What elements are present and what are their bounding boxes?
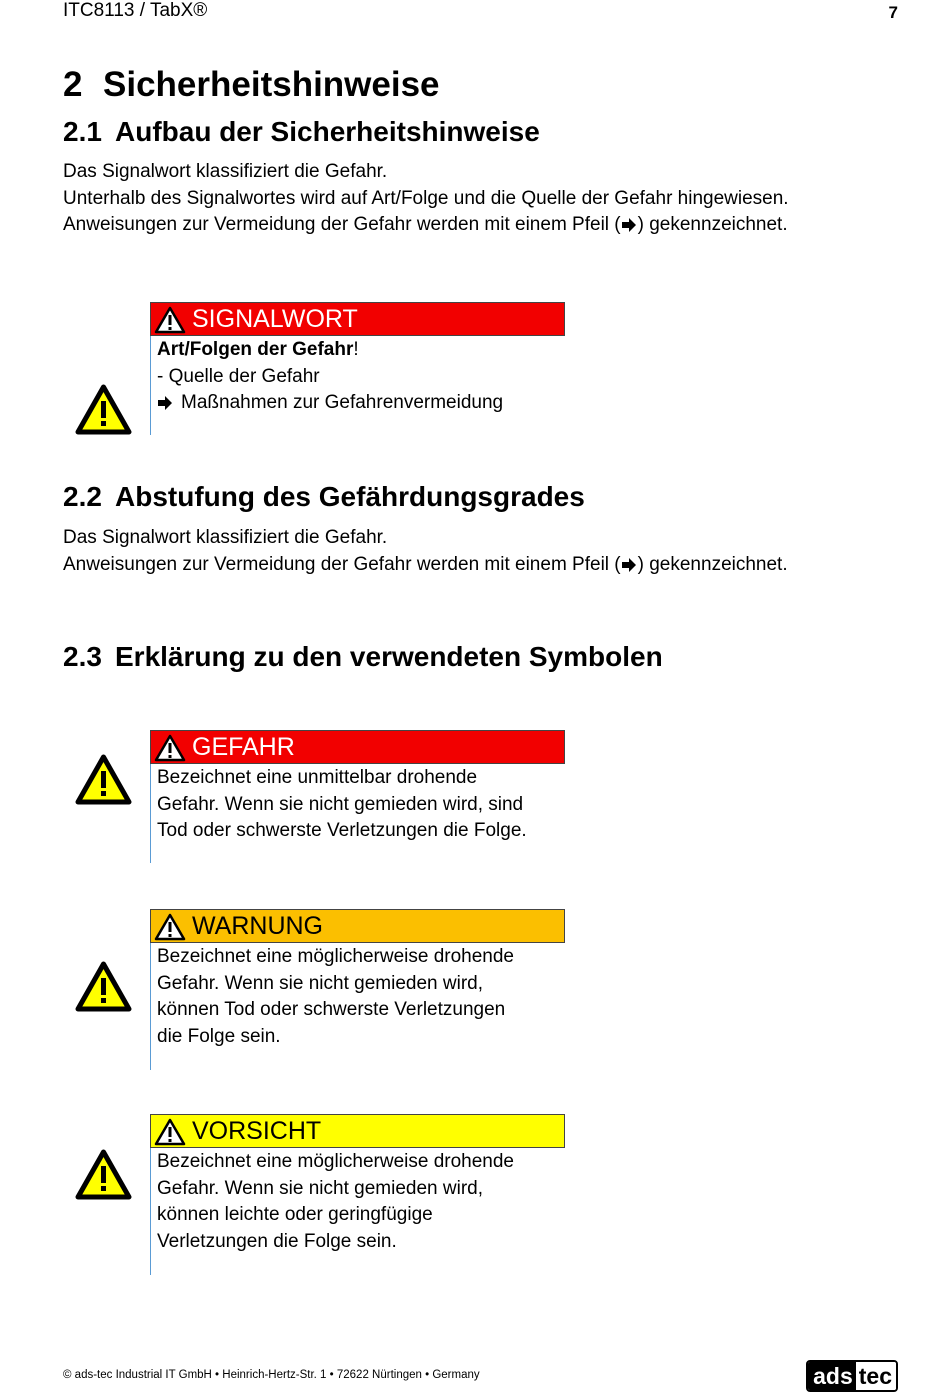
caution-notice [150,1114,565,1275]
signal-word-bar [150,1114,565,1148]
section-number: 2.3 [63,641,102,672]
notice-body [150,336,565,435]
section-number: 2.2 [63,481,102,512]
section-title: Erklärung zu den verwendeten Symbolen [115,641,663,672]
signal-word-bar [150,730,565,764]
notice-line: Gefahr. Wenn sie nicht gemieden wird, sind [157,793,524,815]
signal-word: SIGNALWORT [192,304,358,333]
warning-triangle-icon [154,1118,186,1146]
paragraph-line: Das Signalwort klassifiziert die Gefahr. [63,161,388,182]
notice-line: Bezeichnet eine möglicherweise drohende [157,1151,515,1172]
section-2-2-text [63,525,788,578]
notice-line: Bezeichnet eine unmittelbar drohende [157,767,478,788]
warning-triangle-icon [75,961,132,1013]
arrow-right-icon [622,558,637,572]
notice-body [150,943,565,1070]
warning-notice [150,909,565,1070]
notice-line: Gefahr. Wenn sie nicht gemieden wird, [157,972,483,994]
notice-line: können Tod oder schwerste Verletzungen [157,999,506,1020]
section-number: 2.1 [63,116,102,147]
notice-line: können leichte oder geringfügige [157,1204,433,1225]
paragraph-line: Anweisungen zur Vermeidung der Gefahr werden mit einem Pfeil ( ) gekennzeichnet. [63,214,788,235]
arrow-right-icon [622,218,637,232]
notice-body [150,764,565,863]
signal-word-bar [150,302,565,336]
paragraph-line: Unterhalb des Signalwortes wird auf Art/Folge und die Quelle der Gefahr hingewiesen. [63,187,789,209]
footer-address: © ads-tec Industrial IT GmbH • Heinrich-Hertz-Str. 1 • 72622 Nürtingen • Germany [63,1369,480,1381]
danger-notice [150,730,565,863]
safety-notice-example [150,302,565,435]
notice-line: Tod oder schwerste Verletzungen die Folge. [157,820,527,841]
logo-part-ads: ads [808,1362,856,1390]
notice-line: Verletzungen die Folge sein. [157,1230,397,1252]
notice-line: Bezeichnet eine möglicherweise drohende [157,946,515,967]
signal-word: WARNUNG [192,911,324,940]
warning-triangle-icon [154,306,186,334]
logo-part-tec: tec [856,1362,896,1390]
signal-word-bar [150,909,565,943]
warning-triangle-icon [154,734,186,762]
paragraph-line: Das Signalwort klassifiziert die Gefahr. [63,527,388,548]
notice-body [150,1148,565,1275]
section-heading-2-1 [63,115,540,149]
document-title: ITC8113 / TabX® [63,0,208,21]
warning-triangle-icon [75,384,132,436]
section-title: Sicherheitshinweise [103,65,440,104]
section-title: Aufbau der Sicherheitshinweise [115,116,540,147]
warning-triangle-icon [75,1149,132,1201]
section-number: 2 [63,65,83,104]
paragraph-line: Anweisungen zur Vermeidung der Gefahr werden mit einem Pfeil ( ) gekennzeichnet. [63,553,788,575]
section-heading-2 [63,64,440,106]
hazard-source-line: - Quelle der Gefahr [157,365,320,387]
section-2-1-text [63,159,789,239]
section-heading-2-3 [63,640,663,674]
ads-tec-logo [806,1360,898,1392]
hazard-measure-line: Maßnahmen zur Gefahrenvermeidung [157,390,565,417]
notice-line: Gefahr. Wenn sie nicht gemieden wird, [157,1177,483,1199]
signal-word: GEFAHR [192,732,295,761]
hazard-type-line: Art/Folgen der Gefahr! [157,339,359,360]
arrow-right-icon [158,396,173,410]
notice-line: die Folge sein. [157,1025,281,1047]
page-number: 7 [888,3,898,22]
signal-word: VORSICHT [192,1116,322,1145]
warning-triangle-icon [75,754,132,806]
section-title: Abstufung des Gefährdungsgrades [115,481,585,512]
warning-triangle-icon [154,913,186,941]
section-heading-2-2 [63,480,585,514]
